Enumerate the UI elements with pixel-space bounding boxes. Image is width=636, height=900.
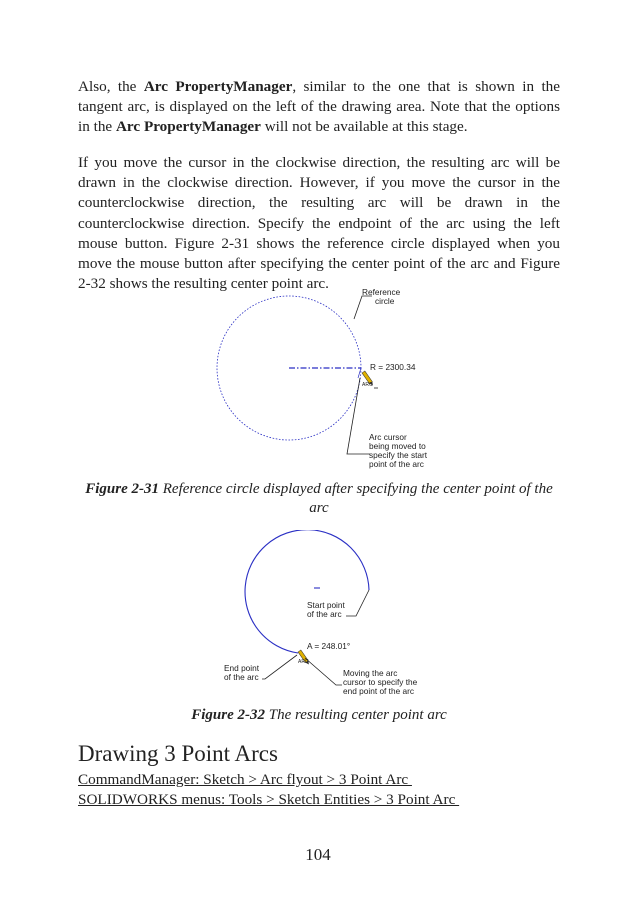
caption-number: Figure 2-32	[191, 707, 265, 723]
label-end-point: of the arc	[224, 672, 259, 682]
label-moving-cursor: cursor to specify the	[343, 677, 418, 687]
label-start-point: of the arc	[307, 609, 342, 619]
paragraph-cursor-direction: If you move the cursor in the clockwise direction, the resulting arc will be drawn in the clockwise direction. However, if you move the cursor in the counterclockwise direction, the resulting arc will be drawn in the counterclockwise direction. Specify the endpoint of the arc using the left mouse button. Figure 2-31 shows the reference circle displayed when you move the mouse button after specifying the center point of the arc and Figure 2-32 shows the resulting center point arc.	[78, 154, 560, 293]
command-manager-path: CommandManager: Sketch > Arc flyout > 3 Point Arc	[78, 771, 412, 788]
end-point-leader	[262, 655, 297, 679]
text-run: Also, the	[78, 78, 144, 95]
paragraph-arc-propertymanager	[78, 77, 560, 138]
cursor-leader	[358, 368, 361, 378]
arc-icon-label: ARC	[362, 382, 373, 388]
label-arc-cursor: specify the start	[369, 450, 428, 460]
label-reference: circle	[375, 296, 395, 306]
section-heading: Drawing 3 Point Arcs	[78, 741, 278, 766]
arc-icon-label: ARC	[298, 659, 309, 665]
figure-2-32	[210, 530, 440, 707]
label-moving-cursor: Moving the arc	[343, 668, 398, 678]
label-reference: Reference	[362, 287, 401, 297]
label-arc-cursor: Arc cursor	[369, 432, 407, 442]
cursor-label-leader	[347, 378, 370, 454]
text-run: , similar to the one that is shown in the tangent arc, is displayed on the left of the drawing area. Note that the options in the	[78, 78, 560, 136]
label-arc-cursor: point of the arc	[369, 459, 424, 469]
figure-2-32-caption	[78, 706, 560, 725]
angle-readout: A = 248.01°	[307, 641, 351, 651]
label-moving-cursor: end point of the arc	[343, 686, 415, 696]
start-point-leader	[346, 590, 369, 616]
caption-text: The resulting center point arc	[264, 707, 447, 723]
center-point-arc-illustration	[210, 530, 440, 702]
label-start-point: Start point	[307, 600, 345, 610]
radius-readout: R = 2300.34	[370, 362, 416, 372]
reference-leader	[354, 296, 372, 319]
solidworks-menus-path: SOLIDWORKS menus: Tools > Sketch Entities > 3 Point Arc	[78, 791, 460, 808]
figure-2-31-caption	[78, 480, 560, 518]
figure-2-31	[210, 282, 440, 482]
label-arc-cursor: being moved to	[369, 441, 426, 451]
moving-cursor-leader	[305, 658, 342, 685]
center-point-arc	[245, 530, 369, 653]
caption-number: Figure 2-31	[85, 481, 159, 497]
bold-term: Arc PropertyManager	[143, 78, 293, 95]
bold-term: Arc PropertyManager	[115, 118, 261, 136]
text-run: will not be available at this stage.	[260, 118, 468, 136]
page-number: 104	[305, 845, 331, 864]
reference-circle-illustration	[210, 282, 440, 477]
label-end-point: End point	[224, 663, 260, 673]
caption-text: Reference circle displayed after specifying the center point of the arc	[159, 481, 553, 516]
